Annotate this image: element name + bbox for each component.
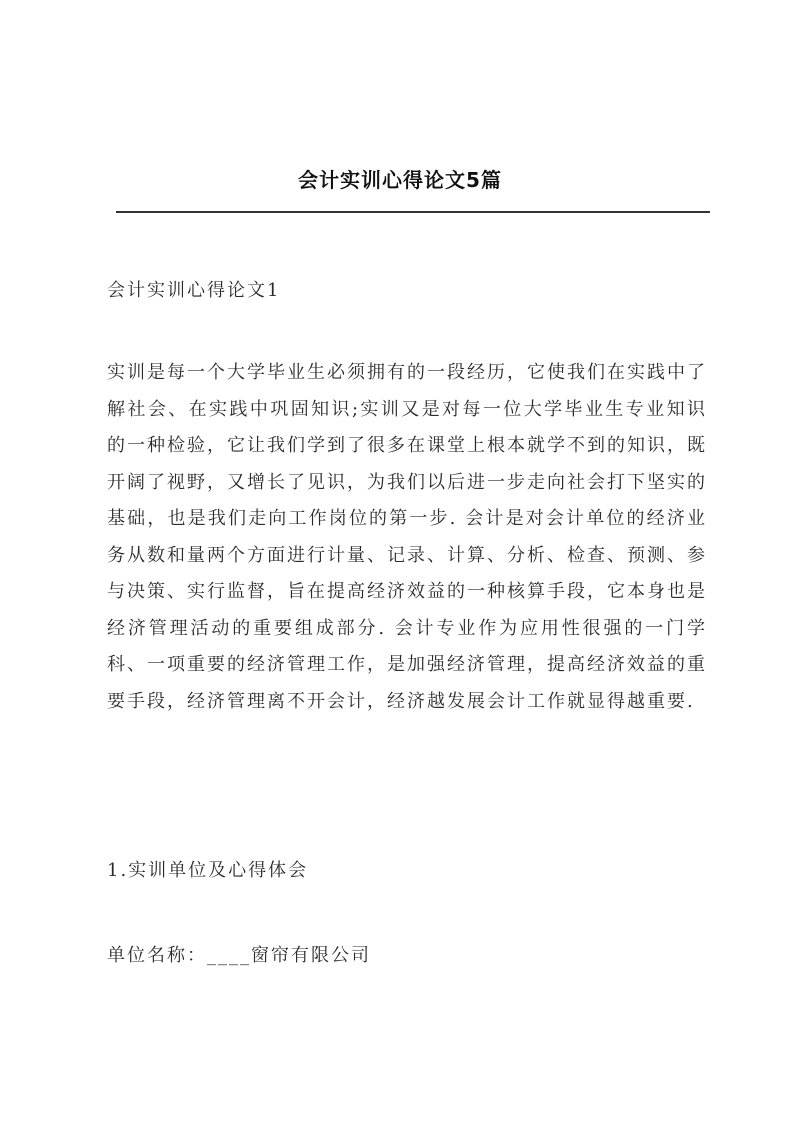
document-title: 会计实训心得论文5篇 xyxy=(298,168,502,192)
body-paragraph: 实训是每一个大学毕业生必须拥有的一段经历，它使我们在实践中了解社会、在实践中巩固知识;实训又是对每一位大学毕业生专业知识的一种检验，它让我们学到了很多在课堂上根本就学不到的知识，既开阔了视野，又增长了见识，为我们以后进一步走向社会打下坚实的基础，也是我们走向工作岗位的第一步. 会计是对会计单位的经济业务从数和量两个方面进行计量、记录、计算、分析、检查、预测、参与决策、实行监督，旨在提高经济效益的一种核算手段，它本身也是经济管理活动的重要组成部分. 会计专业作为应用性很强的一门学科、一项重要的经济管理工作，是加强经济管理，提高经济效益的重要手段，经济管理离不开会计，经济越发展会计工作就显得越重要. xyxy=(107,362,707,712)
section-heading: 会计实训心得论文1 xyxy=(107,280,281,301)
unit-name-line: 单位名称：____窗帘有限公司 xyxy=(107,945,371,966)
sub-heading: 1.实训单位及心得体会 xyxy=(107,860,309,881)
title-divider xyxy=(116,211,710,213)
